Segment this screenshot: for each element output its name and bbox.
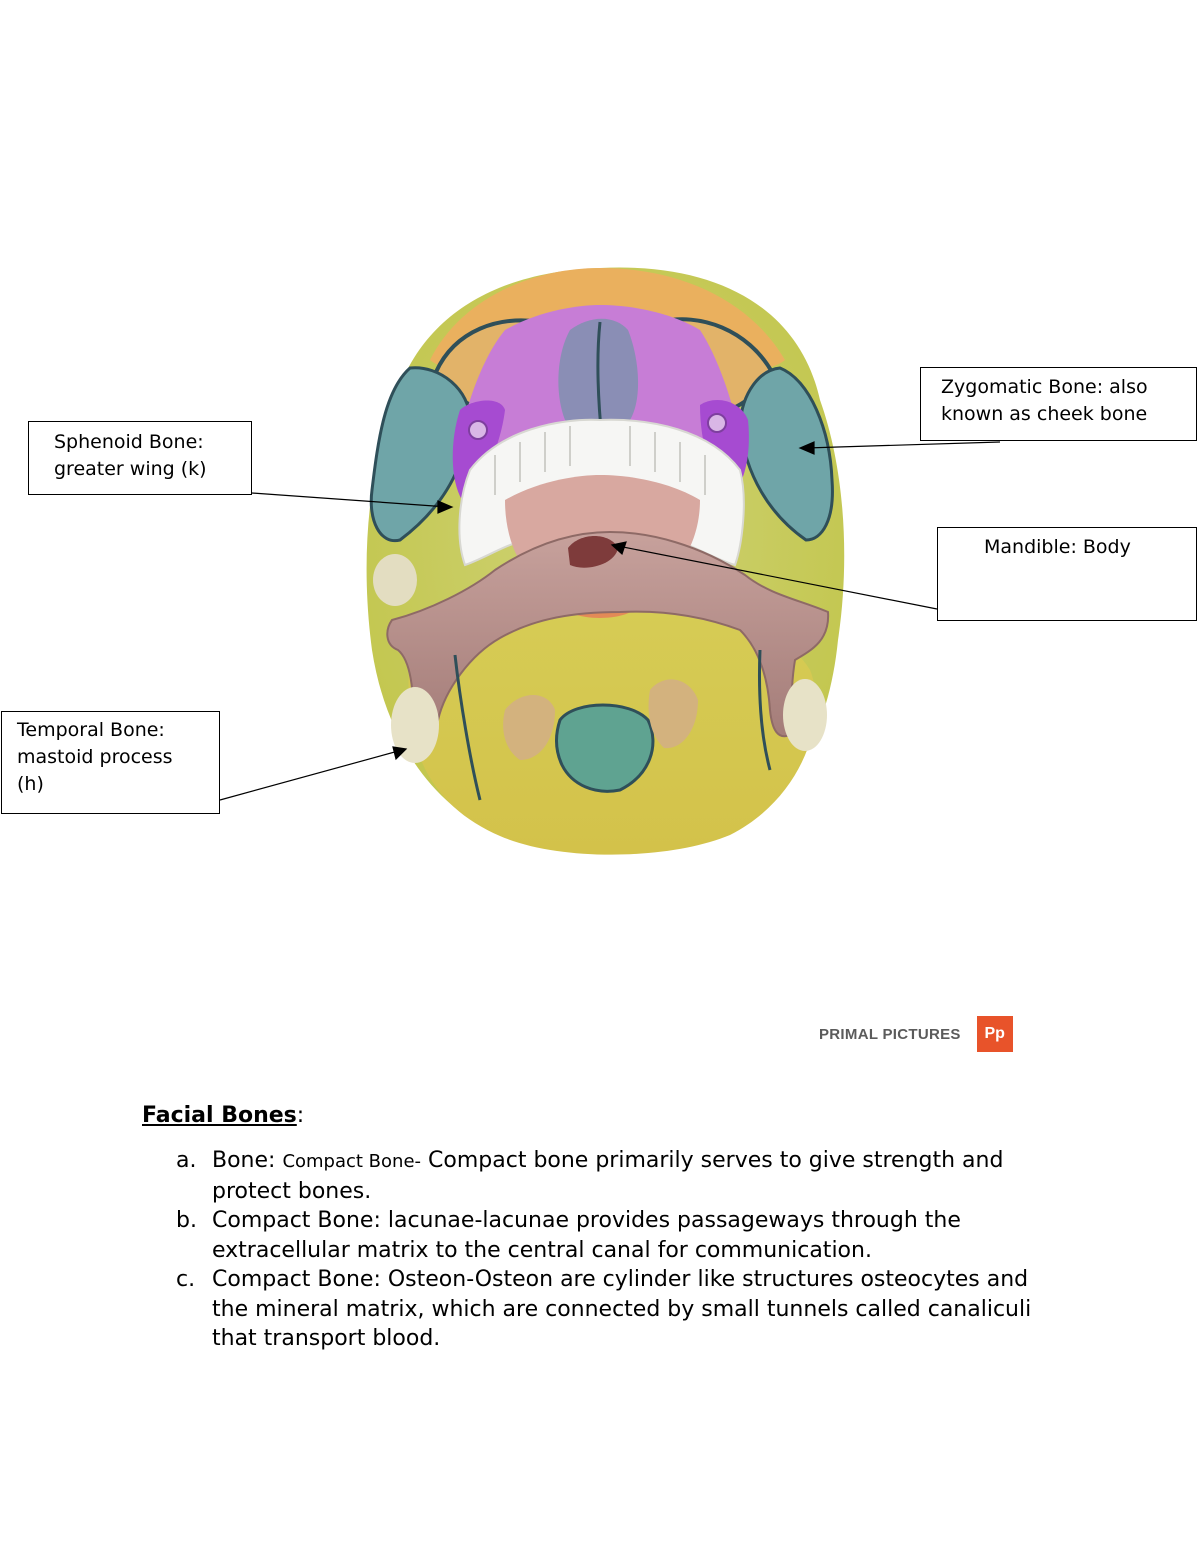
brand-logo-icon: Pp (977, 1016, 1013, 1052)
label-sphenoid-greater-wing (28, 421, 252, 495)
item-prefix: Bone: (212, 1148, 283, 1173)
list-marker: c. (176, 1267, 196, 1292)
foramen-left (469, 421, 487, 439)
list-item (142, 1146, 1062, 1206)
heading-colon: : (296, 1103, 305, 1128)
label-line: Temporal Bone: (17, 719, 165, 741)
label-line: Mandible: Body (984, 536, 1131, 558)
label-line: Zygomatic Bone: also (941, 376, 1148, 398)
mastoid-right (783, 679, 827, 751)
notes-list (142, 1146, 1062, 1354)
item-text: Compact Bone: Osteon-Osteon are cylinder like structures osteocytes and the mineral matrix, which are connected by small tunnels called canaliculi that transport blood. (212, 1267, 1032, 1351)
foramen-magnum (556, 705, 652, 791)
label-temporal-mastoid-process (1, 711, 220, 814)
item-text: Compact Bone: lacunae-lacunae provides passageways through the extracellular matrix to the central canal for communication. (212, 1208, 961, 1263)
label-line: Sphenoid Bone: (54, 431, 204, 453)
label-line: greater wing (k) (54, 458, 207, 480)
label-line: mastoid process (17, 746, 173, 768)
label-zygomatic-bone (920, 367, 1197, 441)
list-item (142, 1206, 1062, 1265)
notes-heading (142, 1100, 1062, 1132)
styloid-left (373, 554, 417, 606)
label-line: known as cheek bone (941, 403, 1148, 425)
facial-bones-notes (142, 1100, 1062, 1354)
list-marker: a. (176, 1148, 197, 1173)
brand-name: PRIMAL PICTURES (819, 1025, 961, 1043)
list-marker: b. (176, 1208, 197, 1233)
heading-text: Facial Bones (142, 1103, 297, 1128)
item-text: Compact bone primarily serves to give strength and protect bones. (212, 1148, 1004, 1204)
list-item (142, 1265, 1062, 1354)
foramen-right (708, 414, 726, 432)
label-mandible-body (937, 527, 1197, 621)
item-small-text: Compact Bone- (282, 1151, 422, 1172)
label-line: (h) (17, 773, 44, 795)
primal-pictures-brand (819, 1016, 1013, 1052)
